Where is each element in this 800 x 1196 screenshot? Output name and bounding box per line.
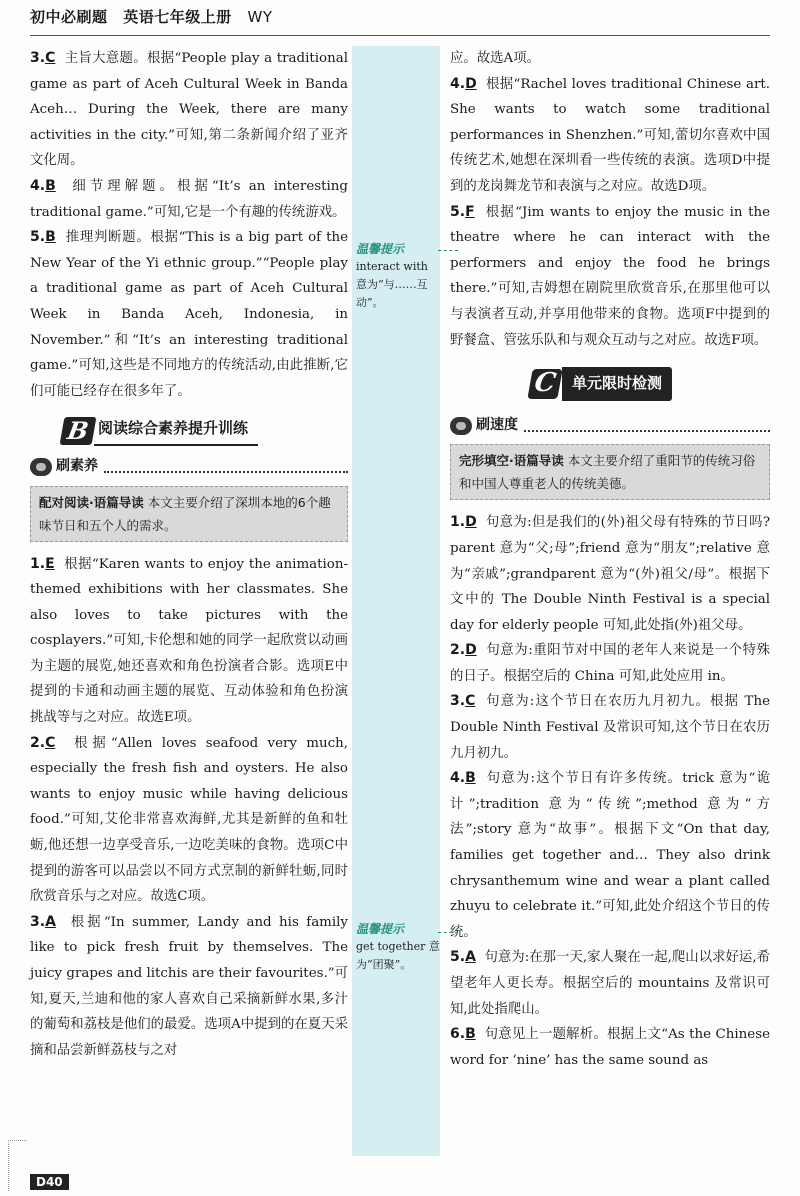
item-answer: D (465, 514, 477, 531)
item-number: 5. (450, 203, 466, 220)
left-column (30, 46, 348, 1063)
dotted-rule (104, 461, 348, 473)
answer-item (450, 945, 770, 1022)
tip-arrow (438, 932, 458, 933)
section-b-banner (62, 416, 348, 446)
item-explanation: 句意为:这个节日有许多传统。trick 意为“诡计”;tradition 意为“传统”;method 意为“方法”;story 意为“故事”。根据下文“On that day, families get together and… They also drink chrysanthemum wine and wear a plant called zhuyu to celebrate it.”可知,此处介绍这个节日的传统。 (450, 771, 770, 940)
header-text (30, 6, 283, 27)
answer-item (450, 638, 770, 689)
item-number: 6. (450, 1026, 466, 1043)
continued-text: 应。故选A项。 (450, 51, 541, 66)
answer-item (30, 225, 348, 404)
answer-item (450, 766, 770, 945)
guide-text: 本文主要介绍了重阳节的传统习俗和中国人尊重老人的传统美德。 (459, 453, 756, 492)
subhead-label: 刷速度 (476, 416, 518, 433)
item-number: 2. (30, 734, 46, 751)
right-column (450, 46, 770, 1073)
item-explanation: 根据“Allen loves seafood very much, especially the fresh fish and oysters. He also wants to enjoy music while having delicious food.”可知,艾伦非常喜欢海鲜,尤其是新鲜的鱼和牡蛎,他还想一边享受音乐,一边吃美味的食物。选项C中提到的游客可以品尝以不同方式烹制的新鲜牡蛎,同时欣赏音乐与之对应。故选C项。 (30, 735, 349, 905)
item-answer: B (465, 770, 476, 787)
reading-guide (30, 486, 348, 542)
item-answer: B (45, 177, 56, 194)
item-number: 4. (450, 75, 466, 92)
item-answer: B (465, 1026, 476, 1043)
section-b-icon: B (60, 417, 97, 445)
item-explanation: 主旨大意题。根据“People play a traditional game as part of Aceh Cultural Week in Banda Aceh… During the Week, there are many activities in the city.”可知,第二条新闻介绍了亚齐文化周。 (30, 51, 349, 169)
subject-title: 英语七年级上册 (123, 8, 232, 26)
item-explanation: 根据“Jim wants to enjoy the music in the theatre where he can interact with the performers and enjoy the food he brings there.”可知,吉姆想在剧院里欣赏音乐,在那里他可以与表演者互动,并享用他带来的食物。选项F中提到的野餐盒、管弦乐队和与观众互动与之对应。故选F项。 (450, 204, 771, 348)
brush-icon (30, 458, 52, 476)
page-footer (0, 1170, 800, 1196)
tip-title: 温馨提示 (356, 242, 405, 256)
answer-item (30, 46, 348, 174)
item-explanation: 根据“Rachel loves traditional Chinese art. She wants to watch some traditional performances in Shenzhen.”可知,蕾切尔喜欢中国传统艺术,她想在深圳看一些传统的表演。选项D中提到的龙岗舞龙节和表演与之对应。故选D项。 (450, 76, 770, 194)
answer-item (450, 200, 770, 354)
item-answer: A (45, 913, 56, 930)
item-number: 2. (450, 642, 466, 659)
item-explanation: 句意为:在那一天,家人聚在一起,爬山以求好运,希望老年人更长寿。根据空后的 mountains 及常识可知,此处指爬山。 (450, 950, 771, 1017)
item-number: 5. (450, 949, 466, 966)
subhead-sudu (450, 413, 770, 439)
item-number: 3. (30, 913, 46, 930)
series-title: 初中必刷题 (30, 8, 108, 26)
item-explanation: 根据“Karen wants to enjoy the animation-themed exhibitions with her classmates. She also loves to take pictures with the cosplayers.”可知,卡伦想和她的同学一起欣赏以动画为主题的展览,她还喜欢和角色扮演者合影。选项E中提到的卡通和动画主题的展览、互动体验和角色扮演挑战等与之对应。故选E项。 (30, 556, 348, 726)
item-answer: D (465, 75, 477, 92)
subhead-label: 刷素养 (56, 457, 98, 474)
answer-item (30, 910, 348, 1064)
tip-arrow (438, 250, 458, 251)
item-number: 3. (30, 50, 46, 66)
item-answer: C (465, 693, 476, 710)
item-answer: C (45, 734, 56, 751)
section-c-icon: C (527, 369, 562, 399)
item-answer: A (465, 949, 476, 966)
item-number: 5. (30, 229, 46, 246)
item-number: 1. (30, 555, 46, 572)
answers-part-b (30, 552, 348, 1064)
answer-item (450, 510, 770, 638)
tip-title: 温馨提示 (356, 922, 405, 936)
tip-text: get together 意为“团聚”。 (356, 940, 440, 971)
item-explanation: 推理判断题。根据“This is a big part of the New Year of the Yi ethnic group.”“People play a traditional game as part of Aceh Cultural Week in Banda Aceh, Indonesia, in November.”和“It’s an interesting traditional game.”可知,这些是不同地方的传统活动,由此推断,它们可能已经存在很多年了。 (30, 230, 349, 399)
header-rule (30, 35, 770, 36)
item-explanation: 句意见上一题解析。根据上文“As the Chinese word for ‘nine’ has the same sound as (450, 1027, 771, 1068)
item-explanation: 句意为:这个节日在农历九月初九。根据 The Double Ninth Festival 及常识可知,这个节日在农历九月初九。 (450, 694, 770, 761)
guide-label: 完形填空·语篇导读 (459, 453, 564, 469)
answer-item (30, 731, 348, 910)
answer-item (450, 1022, 770, 1073)
item-number: 1. (450, 514, 466, 531)
section-b-title: 阅读综合素养提升训练 (94, 416, 258, 446)
item-number: 3. (450, 693, 466, 710)
item-answer: E (45, 555, 55, 572)
brush-icon (450, 417, 472, 435)
item-number: 4. (450, 770, 466, 787)
guide-label: 配对阅读·语篇导读 (39, 494, 144, 510)
section-c-banner (530, 367, 770, 401)
answer-item (30, 174, 348, 225)
item-number: 4. (30, 177, 46, 194)
item-answer: B (45, 229, 56, 246)
answers-part-a (30, 46, 348, 404)
item-answer: F (465, 203, 475, 220)
answer-item (450, 689, 770, 766)
answer-item (450, 72, 770, 200)
dotted-rule (524, 420, 770, 432)
item-explanation: 句意为:重阳节对中国的老年人来说是一个特殊的日子。根据空后的 China 可知,此处应用 in。 (450, 643, 771, 684)
item-answer: D (465, 642, 477, 659)
section-c-title: 单元限时检测 (562, 367, 672, 401)
subhead-suyang (30, 454, 348, 480)
answer-item (30, 552, 348, 731)
page-header (0, 0, 800, 42)
tip-box-2 (356, 920, 440, 974)
item-explanation: 句意为:但是我们的(外)祖父母有特殊的节日吗?parent 意为“父;母”;friend 意为“朋友”;relative 意为“亲戚”;grandparent 意为“(外)祖父/母”。根据下文中的 The Double Ninth Festival is a special day for elderly people 可知,此处指(外)祖父母。 (450, 515, 770, 633)
tip-text: interact with 意为“与……互动”。 (356, 260, 428, 309)
cloze-guide (450, 444, 770, 500)
edition-label: WY (247, 8, 273, 26)
tip-column (352, 46, 440, 1156)
item-explanation: 根据“In summer, Landy and his family like to pick fresh fruit by themselves. The juicy grapes and litchis are their favourites.”可知,夏天,兰迪和他的家人喜欢自己采摘新鲜水果,多汁的葡萄和荔枝是他们的最爱。选项A中提到的在夏天采摘和品尝新鲜荔枝与之对 (30, 914, 349, 1058)
answers-part-d (450, 510, 770, 1073)
answers-part-c (450, 72, 770, 354)
tip-box-1 (356, 240, 440, 312)
page-number: D40 (30, 1174, 69, 1190)
item-answer: C (45, 50, 56, 66)
item-explanation: 细节理解题。根据“It’s an interesting traditional game.”可知,它是一个有趣的传统游戏。 (30, 178, 348, 220)
guide-text: 本文主要介绍了深圳本地的6个趣味节日和五个人的需求。 (39, 494, 331, 533)
